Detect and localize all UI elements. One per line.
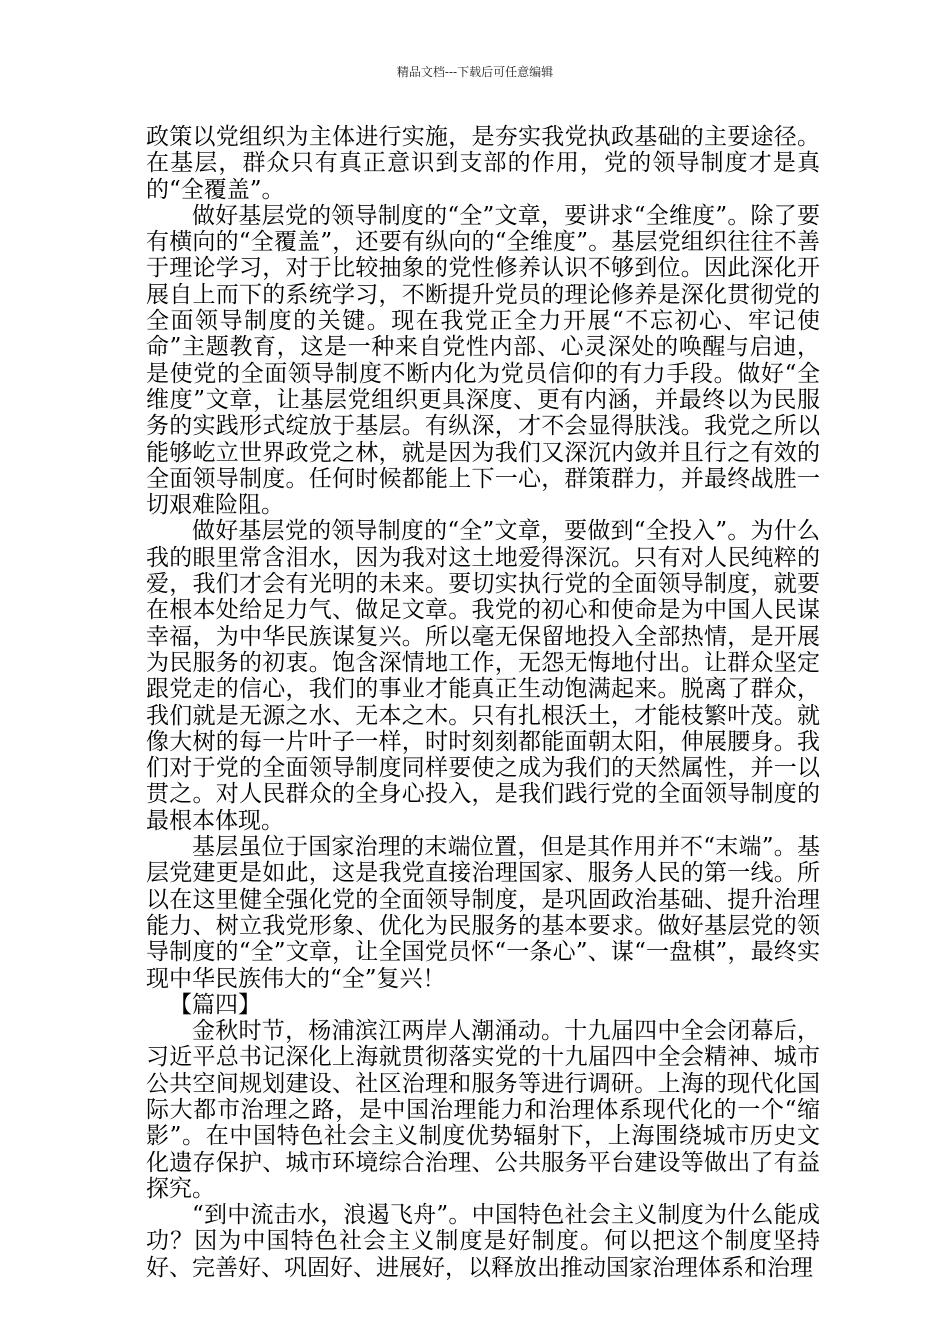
paragraph-grassroots: 基层虽位于国家治理的末端位置，但是其作用并不“末端”。基层党建更是如此，这是我党直接治理国家、服务人民的第一线。所以在这里健全强化党的全面领导制度，是巩固政治基础、提升治理能力、树立我党形象、优化为民服务的基本要求。做好基层党的领导制度的“全”文章，让全国党员怀“一条心”、谋“一盘棋”，最终实现中华民族伟大的“全”复兴！: [146, 834, 820, 992]
page-header: 精品文档---下载后可任意编辑: [396, 65, 554, 79]
paragraph-socialist-system: “到中流击水，浪遏飞舟”。中国特色社会主义制度为什么能成功？因为中国特色社会主义制度是好制度。何以把这个制度坚持好、完善好、巩固好、进展好，以释放出推动国家治理体系和治理: [146, 1202, 820, 1281]
paragraph-full-dimension: 做好基层党的领导制度的“全”文章，要讲求“全维度”。除了要有横向的“全覆盖”，还要有纵向的“全维度”。基层党组织往往不善于理论学习，对于比较抽象的党性修养认识不够到位。因此深化开展自上而下的系统学习，不断提升党员的理论修养是深化贯彻党的全面领导制度的关键。现在我党正全力开展“不忘初心、牢记使命”主题教育，这是一种来自党性内部、心灵深处的唤醒与启迪，是使党的全面领导制度不断内化为党员信仰的有力手段。做好“全维度”文章，让基层党组织更具深度、更有内涵，并最终以为民服务的实践形式绽放于基层。有纵深，才不会显得肤浅。我党之所以能够屹立世界政党之林，就是因为我们又深沉内敛并且行之有效的全面领导制度。任何时候都能上下一心，群策群力，并最终战胜一切艰难险阻。: [146, 202, 820, 519]
document-body: [146, 124, 820, 1281]
section-heading: 【篇四】: [169, 991, 261, 1018]
paragraph-shanghai: 金秋时节，杨浦滨江两岸人潮涌动。十九届四中全会闭幕后，习近平总书记深化上海就贯彻落实党的十九届四中全会精神、城市公共空间规划建设、社区治理和服务等进行调研。上海的现代化国际大都市治理之路，是中国治理能力和治理体系现代化的一个“缩影”。在中国特色社会主义制度优势辐射下，上海围绕城市历史文化遗存保护、城市环境综合治理、公共服务平台建设等做出了有益探究。: [146, 1018, 820, 1202]
paragraph-continuation: 政策以党组织为主体进行实施，是夯实我党执政基础的主要途径。在基层，群众只有真正意识到支部的作用，党的领导制度才是真的“全覆盖”。: [146, 124, 820, 203]
paragraph-full-commitment: 做好基层党的领导制度的“全”文章，要做到“全投入”。为什么我的眼里常含泪水，因为我对这土地爱得深沉。只有对人民纯粹的爱，我们才会有光明的未来。要切实执行党的全面领导制度，就要在根本处给足力气、做足文章。我党的初心和使命是为中国人民谋幸福，为中华民族谋复兴。所以毫无保留地投入全部热情，是开展为民服务的初衷。饱含深情地工作，无怨无悔地付出。让群众坚定跟党走的信心，我们的事业才能真正生动饱满起来。脱离了群众，我们就是无源之水、无本之木。只有扎根沃土，才能枝繁叶茂。就像大树的每一片叶子一样，时时刻刻都能面朝太阳，伸展腰身。我们对于党的全面领导制度同样要使之成为我们的天然属性，并一以贯之。对人民群众的全身心投入，是我们践行党的全面领导制度的最根本体现。: [146, 518, 820, 834]
